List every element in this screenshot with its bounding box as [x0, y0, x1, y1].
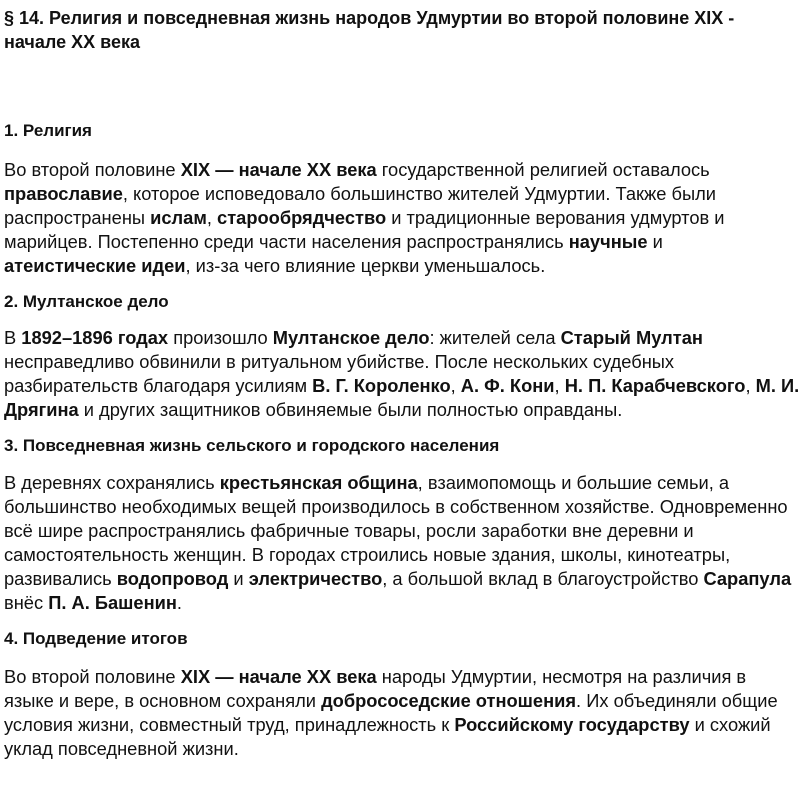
bold-term: М. И. Дрягина	[4, 375, 800, 420]
text-run: .	[176, 592, 182, 613]
text-run: произошло	[168, 327, 273, 348]
bold-term: старообрядчество	[217, 207, 387, 228]
text-run: и традиционные верования удмуртов и марийцев. Постепенно среди части населения распространялись	[4, 207, 725, 252]
text-run: государственной религией оставалось	[376, 159, 710, 180]
text-run: Во второй половине	[4, 159, 181, 180]
bold-term: Мултанское дело	[272, 327, 430, 348]
text-run: ,	[745, 375, 756, 396]
section-heading-religion: 1. Религия	[4, 121, 92, 140]
text-run: ,	[450, 375, 461, 396]
bold-term: В. Г. Короленко	[312, 375, 451, 396]
bold-term: крестьянская община	[219, 472, 418, 493]
text-run: и других защитников обвиняемые были полностью оправданы.	[78, 399, 623, 420]
section-paragraph-religion	[4, 158, 800, 278]
text-run: Во второй половине	[4, 666, 181, 687]
section-paragraph-summary	[4, 665, 800, 761]
text-run: . Их объединяли общие условия жизни, совместный труд, принадлежность к	[4, 690, 778, 735]
text-run: : жителей села	[429, 327, 561, 348]
text-run: ,	[554, 375, 565, 396]
bold-term: XIX — начале XX века	[180, 159, 377, 180]
text-run: , а большой вклад в благоустройство	[382, 568, 704, 589]
text-run: , которое исповедовало большинство жителей Удмуртии. Также были распространены	[4, 183, 716, 228]
bold-term: Н. П. Карабчевского	[564, 375, 746, 396]
text-run: и	[647, 231, 663, 252]
bold-term: 1892–1896 годах	[21, 327, 169, 348]
bold-term: атеистические идеи	[4, 255, 186, 276]
bold-term: XIX — начале XX века	[180, 666, 377, 687]
page-title: § 14. Религия и повседневная жизнь народов Удмуртии во второй половине XIX - начале XX века	[4, 8, 735, 52]
text-run: народы Удмуртии, несмотря на различия в языке и вере, в основном сохраняли	[4, 666, 747, 711]
text-run: , из-за чего влияние церкви уменьшалось.	[185, 255, 546, 276]
bold-term: ислам	[150, 207, 207, 228]
section-heading-multan-case: 2. Мултанское дело	[4, 292, 169, 311]
section-paragraph-multan-case	[4, 326, 800, 422]
text-run: , взаимопомощь и большие семьи, а большинство необходимых вещей производилось в собственном хозяйстве. Одновременно всё шире распространялись фабричные товары, росли заработки вне деревни и самостоятельность женщин. В городах строились новые здания, школы, кинотеатры, развивались	[4, 472, 788, 589]
section-heading-daily-life: 3. Повседневная жизнь сельского и городского населения	[4, 436, 500, 455]
text-run: и схожий уклад повседневной жизни.	[4, 714, 771, 759]
text-run: ,	[206, 207, 218, 228]
bold-term: Старый Мултан	[560, 327, 703, 348]
section-heading-summary: 4. Подведение итогов	[4, 629, 188, 648]
bold-term: электричество	[248, 568, 383, 589]
bold-term: водопровод	[116, 568, 229, 589]
bold-term: научные	[568, 231, 648, 252]
section-paragraph-daily-life	[4, 471, 800, 615]
bold-term: А. Ф. Кони	[460, 375, 555, 396]
bold-term: П. А. Башенин	[48, 592, 177, 613]
text-run: В деревнях сохранялись	[4, 472, 220, 493]
bold-term: Сарапула	[703, 568, 792, 589]
text-run: В	[4, 327, 22, 348]
bold-term: православие	[4, 183, 123, 204]
text-run: внёс	[4, 592, 49, 613]
text-run: несправедливо обвинили в ритуальном убийстве. После нескольких судебных разбирательств благодаря усилиям	[4, 351, 675, 396]
bold-term: Российскому государству	[454, 714, 690, 735]
text-run: и	[228, 568, 249, 589]
bold-term: добрососедские отношения	[321, 690, 577, 711]
